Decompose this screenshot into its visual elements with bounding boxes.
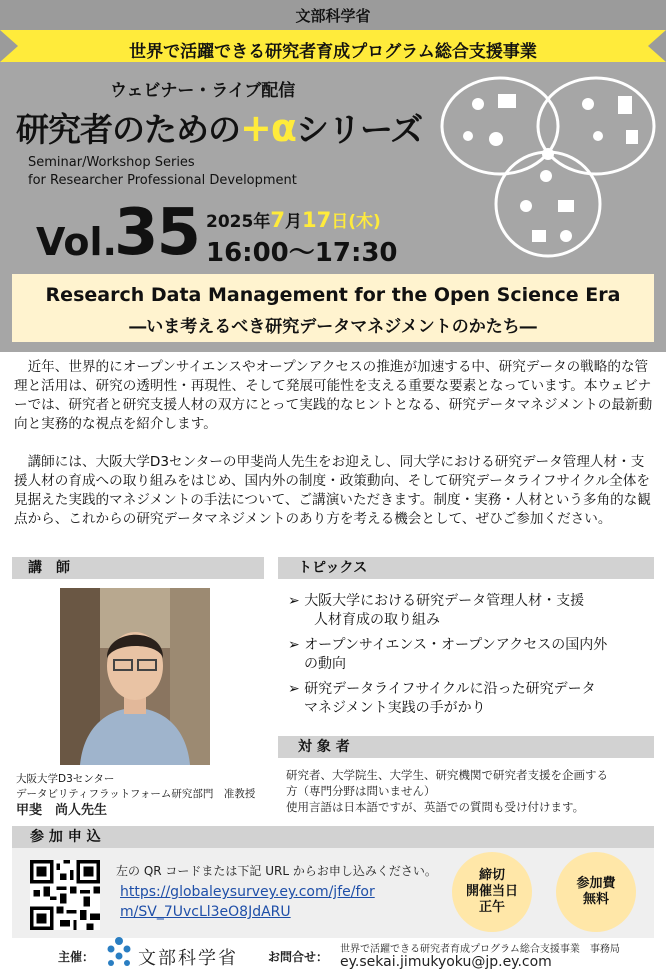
clipboard-icon xyxy=(626,130,638,144)
audience-text xyxy=(286,767,656,815)
contact-email[interactable]: ey.sekai.jimukyoku@jp.ey.com xyxy=(340,954,552,970)
date-year: 2025年 xyxy=(206,212,271,232)
series-en-line-2: for Researcher Professional Development xyxy=(28,173,297,188)
lecturer-affiliation-1: 大阪大学D3センター xyxy=(16,773,115,785)
lecturer-photo xyxy=(60,588,210,765)
contact-org: 世界で活躍できる研究者育成プログラム総合支援事業 事務局 xyxy=(340,944,620,955)
laptop-icon xyxy=(558,200,574,212)
people-icon xyxy=(463,131,473,141)
intro-paragraph-2: 講師には、大阪大学D3センターの甲斐尚人先生をお迎えし、同大学における研究データ管理人材・支援人材の育成への取り組みをはじめ、国内外の制度・政策動向、そして研究データライフサイクル全体を見据えた実践的マネジメントの手法について、ご講演いただきます。制度・実務・人材という多角的な観点から、これからの研究データマネジメントのあり方を考える機会として、ぜひご参加ください。 xyxy=(14,454,651,527)
deadline-badge xyxy=(452,852,532,932)
audience-line-3: 使用言語は日本語ですが、英語での質問も受け付けます。 xyxy=(286,800,585,814)
triangle-bullet-icon: ➢ xyxy=(288,681,305,697)
series-title xyxy=(16,104,422,151)
topic-item: ➢ 研究データライフサイクルに沿った研究データ マネジメント実践の手がかり xyxy=(288,681,596,716)
deadline-day: 開催当日 xyxy=(465,884,518,899)
event-title-en: Research Data Management for the Open Science Era xyxy=(45,284,621,306)
board-icon xyxy=(498,94,516,108)
intro-paragraph-1: 近年、世界的にオープンサイエンスやオープンアクセスの推進が加速する中、研究データの戦略的な管理と活用は、研究の透明性・再現性、そして発展可能性を支える重要な要素となっています。本ウェビナーでは、研究者と研究支援人材の双方にとって実践的なヒントとなる、研究データマネジメントの最新動向と実務的な視点を紹介します。 xyxy=(14,359,653,432)
host-name: 文部科学省 xyxy=(138,948,238,969)
event-title-jp: ―いま考えるべき研究データマネジメントのかたち― xyxy=(129,317,537,337)
qr-code[interactable] xyxy=(30,860,100,930)
webinar-label: ウェビナー・ライブ配信 xyxy=(110,81,296,101)
date-month: 7 xyxy=(270,208,285,232)
fee-label: 参加費 xyxy=(576,876,616,891)
date-day-unit: 日 xyxy=(331,212,349,232)
ministry-label: 文部科学省 xyxy=(295,7,371,25)
lecturer-name: 甲斐 尚人先生 xyxy=(16,803,108,818)
climber-icon xyxy=(540,170,552,182)
host-label: 主催： xyxy=(58,950,95,964)
mext-logo-icon xyxy=(104,936,134,970)
vol-label: Vol. xyxy=(36,220,117,264)
topics-heading: トピックス xyxy=(278,557,654,579)
bulb-icon xyxy=(560,230,572,242)
series-en-line-1: Seminar/Workshop Series xyxy=(28,155,195,170)
apply-instruction: 左の QR コードまたは下記 URL からお申し込みください。 xyxy=(116,864,437,878)
apply-heading: 参 加 申 込 xyxy=(12,826,654,848)
triangle-bullet-icon: ➢ xyxy=(288,593,305,609)
deadline-label: 締切 xyxy=(478,868,505,883)
fee-badge xyxy=(556,852,636,932)
handshake-icon xyxy=(593,131,603,141)
series-plus: +α xyxy=(240,106,296,150)
program-title: 世界で活躍できる研究者育成プログラム総合支援事業 xyxy=(129,42,537,62)
lecturer-heading: 講 師 xyxy=(12,557,264,579)
vol-number: 35 xyxy=(114,196,200,270)
idea-icon xyxy=(520,200,532,212)
person-icon xyxy=(472,98,484,110)
chart-icon xyxy=(532,230,546,242)
audience-line-1: 研究者、大学院生、大学生、研究機関で研究者支援を企画する xyxy=(286,768,608,782)
lecturer-affiliation-2: データビリティフラットフォーム研究部門 准教授 xyxy=(16,788,256,800)
registration-url-line-2[interactable]: m/SV_7UvcLl3eO8JdARU xyxy=(120,904,291,920)
deadline-time: 正午 xyxy=(478,900,505,915)
topic-item: ➢ オープンサイエンス・オープンアクセスの国内外 の動向 xyxy=(288,637,608,672)
topic-item: ➢ 大阪大学における研究データ管理人材・支援 人材育成の取り組み xyxy=(288,593,585,628)
gear-icon xyxy=(582,98,594,110)
series-suffix: シリーズ xyxy=(295,110,423,149)
document-icon xyxy=(618,96,632,114)
audience-line-2: 方（専門分野は問いません） xyxy=(286,784,436,798)
registration-url-line-1[interactable]: https://globaleysurvey.ey.com/jfe/for xyxy=(120,884,375,900)
event-date xyxy=(206,207,381,232)
contact-label: お問合せ： xyxy=(268,950,329,964)
scale-icon xyxy=(542,148,554,160)
registration-link[interactable] xyxy=(120,882,375,922)
triangle-bullet-icon: ➢ xyxy=(288,637,305,653)
date-day: 17 xyxy=(301,208,332,232)
venn-illustration xyxy=(438,64,658,264)
date-weekday: (木) xyxy=(348,212,381,232)
date-month-unit: 月 xyxy=(284,212,302,232)
series-prefix: 研究者のための xyxy=(16,110,240,149)
event-time: 16:00〜17:30 xyxy=(206,238,398,268)
fee-value: 無料 xyxy=(582,892,609,907)
group-icon xyxy=(489,132,503,146)
audience-heading: 対 象 者 xyxy=(278,736,654,758)
